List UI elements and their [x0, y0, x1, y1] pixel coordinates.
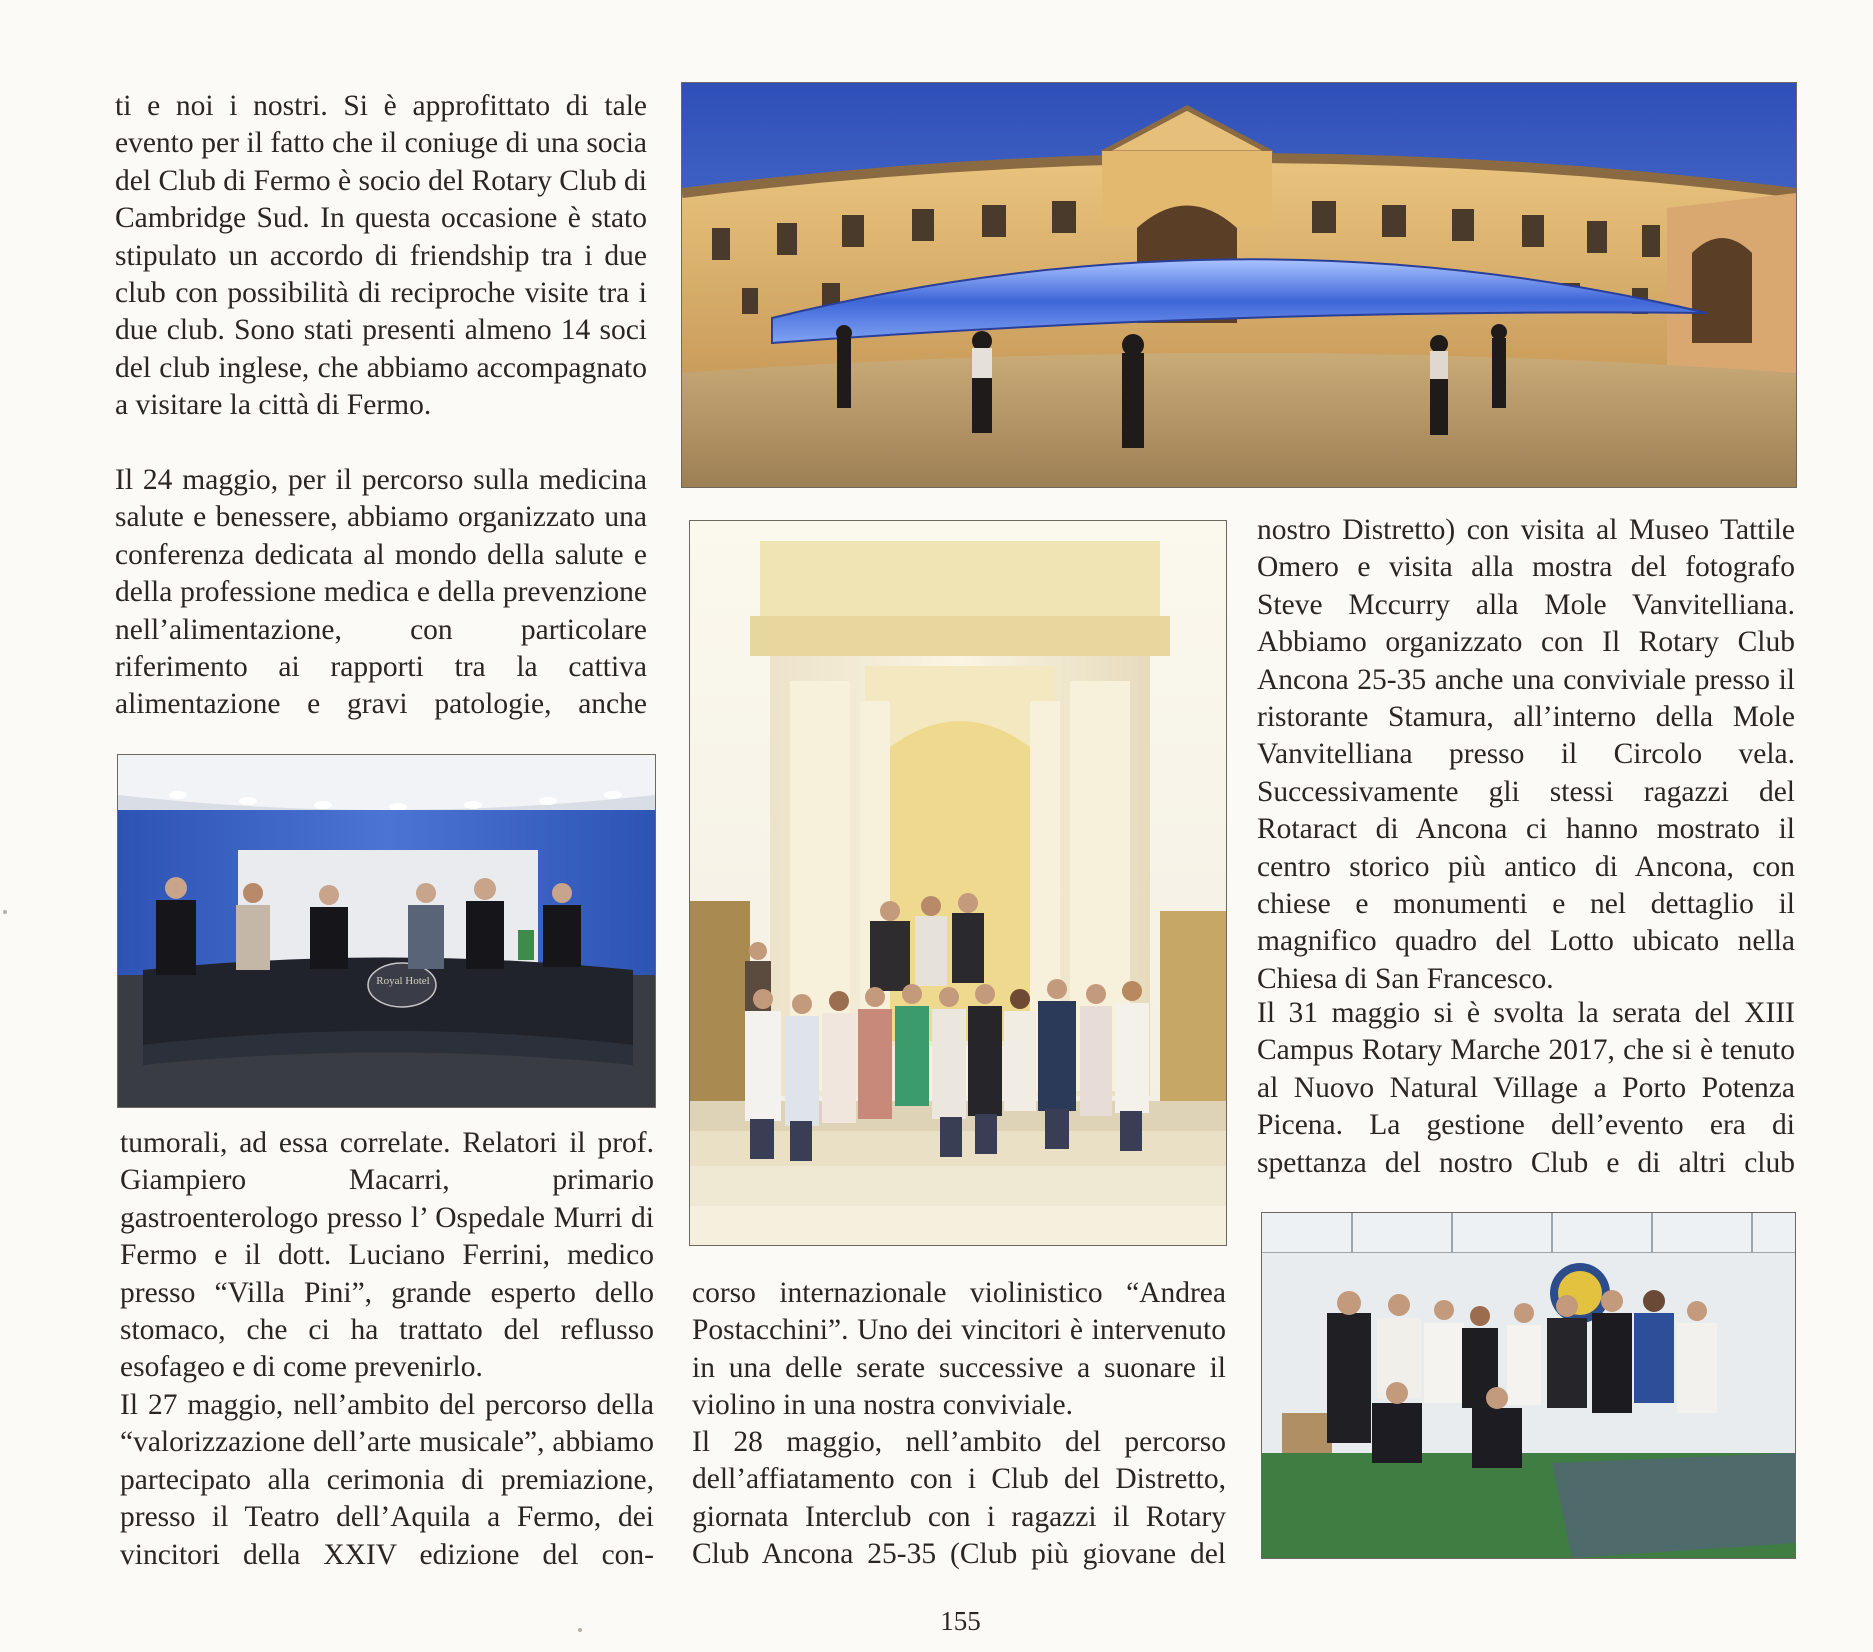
royal-hotel-logo: Royal Hotel — [376, 975, 430, 987]
left-column-speakers-text: tumorali, ad essa correlate. Relatori il prof. Giampiero Macarri, primario gastroenterologo presso l’ Ospedale Murri di Fermo e il dott. Luciano Ferrini, medico presso “Villa Pini”, grande esperto dello stomaco, che ci ha trattato del reflusso esofageo e di come prevenirlo. — [120, 1127, 654, 1384]
left-column-intro-text: ti e noi i nostri. Si è approfittato di tale evento per il fatto che il coniuge di una socia del Club di Fermo è socio del Rotary Club di Cambridge Sud. In questa occasione è stato stipulato un accordo di friendship tra i due club con possibilità di reciproche visite tra i due club. Sono stati presenti almeno 14 soci del club inglese, che abbiamo accompagnato a visitare la città di Fermo. — [115, 90, 647, 422]
photo-campus-group — [1262, 1213, 1795, 1558]
middle-column-violin-text: corso internazionale violinistico “Andrea Postacchini”. Uno dei vincitori è intervenuto in una delle serate successive a suonare il violino in una nostra conviviale. — [692, 1277, 1226, 1422]
right-column-may31-text: Il 31 maggio si è svolta la serata del XIII Campus Rotary Marche 2017, che si è tenuto al Nuovo Natural Village a Porto Potenza Picena. La gestione dell’evento era di spettanza del nostro Club e di altri club — [1257, 997, 1795, 1179]
photo-monument-group — [690, 521, 1226, 1245]
page-number: 155 — [940, 1606, 981, 1636]
middle-column-may28-text: Il 28 maggio, nell’ambito del percorso dell’affiatamento con i Club del Distretto, giornata Interclub con i ragazzi il Rotary Club Ancona 25-35 (Club più giovane del — [692, 1426, 1226, 1571]
left-column-may27-text: Il 27 maggio, nell’ambito del percorso della “valorizzazione dell’arte musicale”, abbiamo partecipato alla cerimonia di premiazione, presso il Teatro dell’Aquila a Fermo, dei vincitori della XXIV edizione del con- — [120, 1389, 654, 1571]
right-column-ancona-text: nostro Distretto) con visita al Museo Tattile Omero e visita alla mostra del fotografo Steve Mccurry alla Mole Vanvitelliana. Abbiamo organizzato con Il Rotary Club Ancona 25-35 anche una conviviale presso il ristorante Stamura, all’interno della Mole Vanvitelliana presso il Circolo vela. Successivamente gli stessi ragazzi del Rotaract di Ancona ci hanno mostrato il centro storico più antico di Ancona, con chiese e monumenti e nel dettaglio il magnifico quadro del Lotto ubicato nella Chiesa di San Francesco. — [1257, 514, 1795, 995]
photo-conference-room — [118, 755, 655, 1107]
photo-courtyard-sculpture — [682, 83, 1796, 487]
left-column-may24-text: Il 24 maggio, per il percorso sulla medicina salute e benessere, abbiamo organizzato una conferenza dedicata al mondo della salute e della professione medica e della prevenzione nell’alimentazione, con particolare riferimento ai rapporti tra la cattiva alimentazione e gravi patologie, anche — [115, 464, 647, 721]
